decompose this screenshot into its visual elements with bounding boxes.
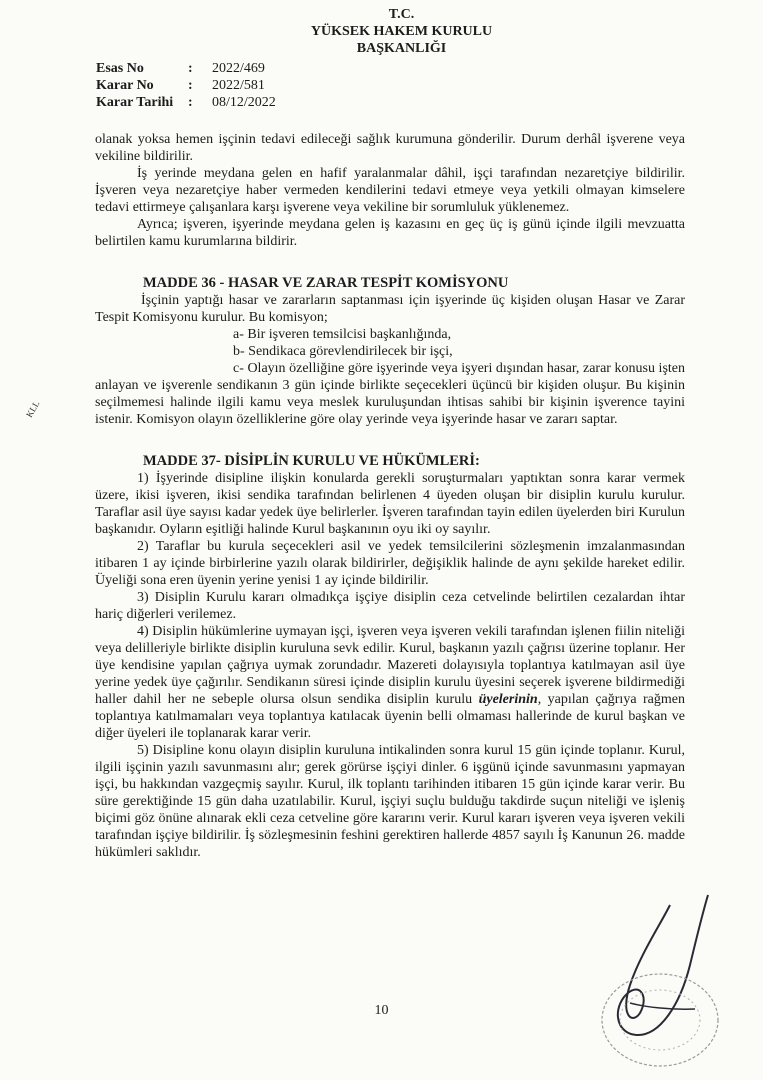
meta-value: 2022/469 xyxy=(212,61,265,76)
article-36-item-a: a- Bir işveren temsilcisi başkanlığında, xyxy=(233,327,452,342)
meta-value: 08/12/2022 xyxy=(212,95,276,110)
case-metadata xyxy=(96,60,276,111)
meta-colon: : xyxy=(188,61,193,76)
header-line-2: YÜKSEK HAKEM KURULU xyxy=(310,24,493,39)
meta-label: Esas No xyxy=(96,61,144,76)
meta-row-tarih xyxy=(96,94,276,111)
meta-label: Karar Tarihi xyxy=(96,95,174,110)
section-4-text-a: 4) Disiplin hükümlerine uymayan işçi, işveren veya işveren vekili tarafından işlenen fiilin niteliği veya delilleriyle birlikte disiplin kuruluna sevk edilir. Kurul, başkanın yazılı çağrısı üzerine toplanır. Her üye kendisine yapılan çağrıya uymak zorundadır. Mazereti dolayısıyla toplantıya katılmayan asil üye yerine yedek üye çağırılır. Sendikanın süresi içinde disiplin kurulu üyesini seçerek işverene bildirmediği haller dahil her ne sebeple olursa olsun sendika disiplin kurulu xyxy=(95,624,685,707)
meta-row-karar xyxy=(96,77,276,94)
official-seal xyxy=(590,960,730,1070)
document-header xyxy=(0,6,763,57)
article-37-section-2: 2) Taraflar bu kurula seçecekleri asil ve yedek temsilcilerini sözleşmenin imzalanmasından itibaren 1 ay içinde birbirlerine yazılı olarak bildirirler, değişiklik halinde de aynı şekilde hareket edilir. Üyeliği sona eren üyenin yerine yenisi 1 ay içinde bildirilir. xyxy=(95,539,685,588)
article-37-section-5: 5) Disipline konu olayın disiplin kuruluna intikalinden sonra kurul 15 gün içinde toplanır. Kurul, ilgili işçinin yazılı savunmasını alır; gerek görürse işçiyi dinler. 6 işgünü içinde savunmasını yapmayan işçi, bu hakkından vazgeçmiş sayılır. Kurul, ilk toplantı tarihinden itibaren 15 gün içinde karar verir. Bu süre gerektiğinde 15 gün daha uzatılabilir. Kurul, işçiyi suçlu bulduğu takdirde suçun niteliği ve işleniş biçimi göz önüne alınarak ekli ceza cetveline göre kararını verir. Kurul kararı işveren veya işveren vekili tarafından işçiye bildirilir. İş sözleşmesinin feshini gerektiren hallerde 4857 sayılı İş Kanunun 26. madde hükümleri saklıdır. xyxy=(95,743,685,860)
section-4-text-b: , yapılan çağrıya rağmen toplantıya katılmamaları veya toplantıya katılacak üyenin belli olmaması hallerinde de kurul başkan ve diğer üyeleri ile toplanarak karar verir. xyxy=(95,692,685,741)
article-36-intro-text: İşçinin yaptığı hasar ve zararların saptanması için işyerinde üç kişiden oluşan Hasar ve Zarar Tespit Komisyonu kurulur. Bu komisyon; xyxy=(95,293,685,325)
paragraph: Ayrıca; işveren, işyerinde meydana gelen iş kazasını en geç üç iş günü içinde ilgili mevzuatta belirtilen kamu kurumlarına bildirir. xyxy=(95,217,685,249)
paragraph: olanak yoksa hemen işçinin tedavi edileceği sağlık kurumuna gönderilir. Durum derhâl işverene veya vekiline bildirilir. xyxy=(95,132,685,164)
article-37-section-4 xyxy=(95,623,685,742)
document-body xyxy=(95,131,685,861)
section-4-emphasis: üyelerinin xyxy=(478,692,538,707)
header-line-3: BAŞKANLIĞI xyxy=(356,41,447,56)
article-36-item-c: c- Olayın özelliğine göre işyerinde veya işyeri dışından hasar, zarar konusu işten anlayan ve işverenle sendikanın 3 gün içinde birlikte seçecekleri üçüncü bir kişiden oluşur. Bu kişinin seçilmemesi halinde ilgili kamu veya meslek kuruluşundan ihtisas sahibi bir kişinin işverence tayini istenir. Komisyon olayın özelliklerine göre olay yerinde veya işyerinde hasar ve zararı saptar. xyxy=(95,361,685,427)
article-36-intro xyxy=(95,292,685,326)
meta-colon: : xyxy=(188,95,193,110)
meta-label: Karar No xyxy=(96,78,154,93)
header-line-1: T.C. xyxy=(388,7,415,22)
margin-initials: KLL xyxy=(24,398,42,420)
meta-value: 2022/581 xyxy=(212,78,265,93)
meta-row-esas xyxy=(96,60,276,77)
paragraph: İş yerinde meydana gelen en hafif yaralanmalar dâhil, işçi tarafından nezaretçiye bildirilir. İşveren veya nezaretçiye haber vermeden kendilerini tedavi etmeye veya yetkili olmayan kimselere tedavi ettirmeye çalışanlara karşı işverene veya vekiline bir sorumluluk yüklenemez. xyxy=(95,166,685,215)
article-37-section-1: 1) İşyerinde disipline ilişkin konularda gerekli soruşturmaları yaptıktan sonra karar vermek üzere, ikisi işveren, ikisi sendika tarafından belirlenen 4 üyeden oluşan bir disiplin kurulu kurulur. Taraflar asil üye sayısı kadar yedek üye belirlerler. İşveren tarafından tayin edilen üyelerden biri Kurulun başkanıdır. Oyların eşitliği halinde Kurul başkanının oyu iki oy sayılır. xyxy=(95,471,685,537)
article-37-section-3: 3) Disiplin Kurulu kararı olmadıkça işçiye disiplin ceza cetvelinde belirtilen cezalardan ihtar hariç diğerleri verilemez. xyxy=(95,590,685,622)
page-number: 10 xyxy=(374,1003,389,1018)
article-36-heading: MADDE 36 - HASAR VE ZARAR TESPİT KOMİSYONU xyxy=(143,275,509,291)
meta-colon: : xyxy=(188,78,193,93)
article-37-heading: MADDE 37- DİSİPLİN KURULU VE HÜKÜMLERİ: xyxy=(143,453,480,469)
article-36-item-b: b- Sendikaca görevlendirilecek bir işçi, xyxy=(233,344,453,359)
